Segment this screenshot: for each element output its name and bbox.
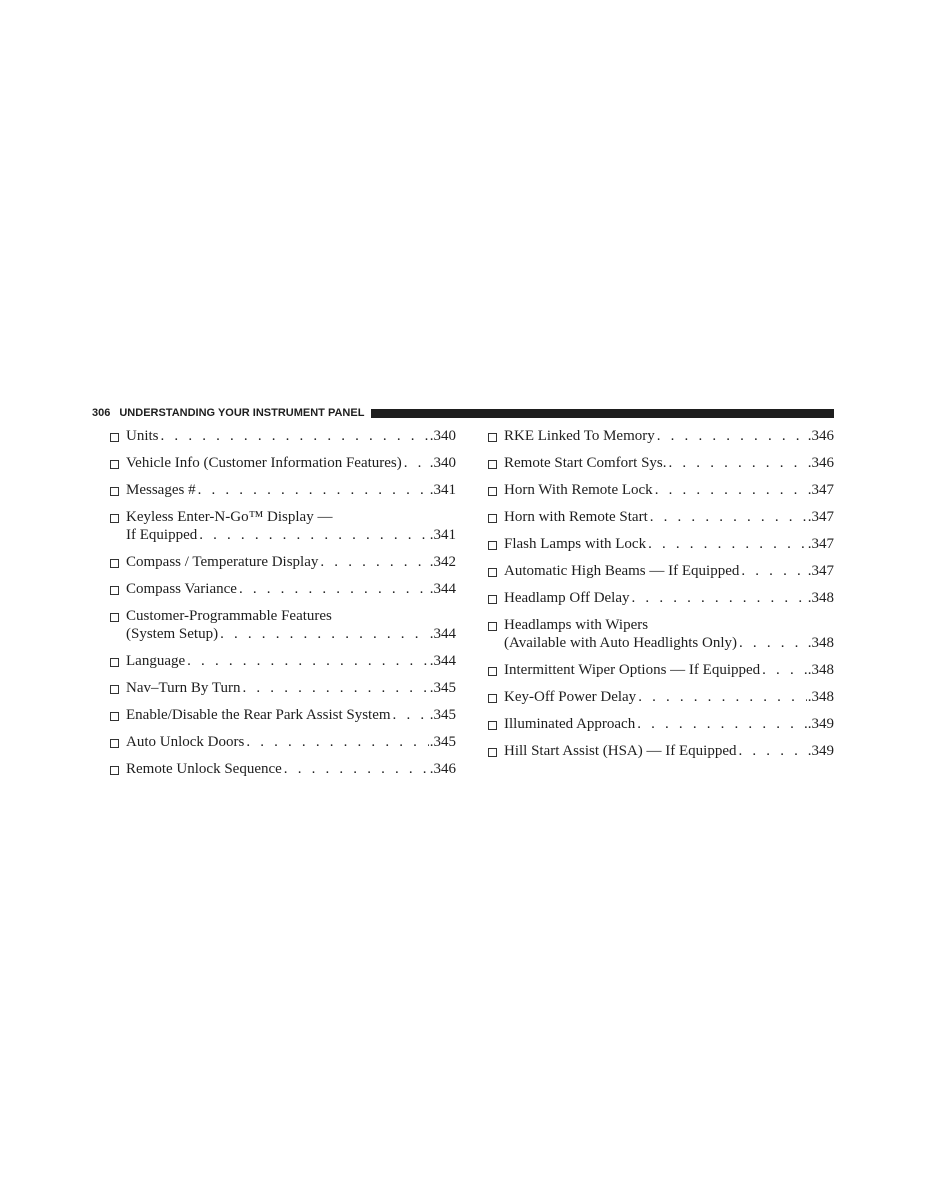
toc-entry-title-line: Customer-Programmable Features [126,608,332,624]
toc-entry-line [126,454,456,472]
toc-entry-line [126,706,456,724]
toc-entry-label: Compass / Temperature Display [126,554,319,570]
toc-entry-text [504,661,834,679]
toc-entry-label: Remote Unlock Sequence [126,761,282,777]
toc-entry[interactable] [110,481,456,499]
checkbox-square-icon [488,595,497,604]
toc-entry-line [126,679,456,697]
toc-entry-line [126,760,456,778]
toc-entry-page: .346 [807,455,834,471]
checkbox-square-icon [110,685,119,694]
dot-leader [237,580,429,598]
toc-right-column [488,427,834,769]
toc-entry[interactable] [110,454,456,472]
toc-entry-label: Units [126,428,159,444]
toc-entry-page: .347 [807,536,834,552]
toc-left-column [110,427,456,787]
toc-entry-line [126,526,456,544]
toc-entry-text [126,607,456,643]
toc-entry-page: .342 [429,554,456,570]
toc-entry-text [504,535,834,553]
dot-leader [244,733,428,751]
dot-leader [655,427,807,445]
toc-entry-page: .348 [807,662,834,678]
toc-entry-label: Key-Off Power Delay [504,689,637,705]
toc-entry-label: Remote Start Comfort Sys. [504,455,667,471]
checkbox-square-icon [110,460,119,469]
toc-entry-page: .347 [807,482,834,498]
toc-entry-label: Nav–Turn By Turn [126,680,241,696]
toc-entry-line [504,535,834,553]
toc-entry-page: .349 [807,743,834,759]
page-number: 306 [92,407,111,419]
toc-entry[interactable] [488,715,834,733]
toc-entry-label: If Equipped [126,527,198,543]
checkbox-square-icon [488,748,497,757]
checkbox-square-icon [488,433,497,442]
checkbox-square-icon [110,433,119,442]
dot-leader [159,427,429,445]
toc-entry[interactable] [488,481,834,499]
toc-entry-text [504,427,834,445]
toc-entry-text [504,715,834,733]
toc-entry-text [126,679,456,697]
toc-entry-text [126,580,456,598]
toc-entry-page: .344 [429,581,456,597]
toc-entry-page: .346 [807,428,834,444]
toc-entry-line [504,715,834,733]
dot-leader [218,625,429,643]
toc-entry-label: Headlamp Off Delay [504,590,630,606]
toc-entry-line [126,652,456,670]
dot-leader [391,706,429,724]
checkbox-square-icon [110,739,119,748]
toc-entry-line [504,688,834,706]
toc-entry-label: Flash Lamps with Lock [504,536,647,552]
toc-entry-label: Compass Variance [126,581,237,597]
toc-entry-line [504,481,834,499]
toc-entry-label: Auto Unlock Doors [126,734,245,750]
toc-entry-page: .348 [807,590,834,606]
toc-entry-text [126,652,456,670]
checkbox-square-icon [110,559,119,568]
toc-entry-page: .341 [429,527,456,543]
toc-entry-line [504,589,834,607]
dot-leader [241,679,429,697]
toc-entry-label: Language [126,653,186,669]
dot-leader [636,688,807,706]
toc-entry[interactable] [488,688,834,706]
toc-entry[interactable] [488,454,834,472]
toc-entry-label: RKE Linked To Memory [504,428,655,444]
toc-entry-text [504,688,834,706]
toc-entry-text [504,589,834,607]
toc-entry-page: .341 [429,482,456,498]
toc-entry-text [126,427,456,445]
toc-entry-page: .344 [429,626,456,642]
page-header [92,405,834,421]
toc-entry-page: .340 [429,455,456,471]
dot-leader [646,535,807,553]
toc-entry[interactable] [488,616,834,652]
toc-entry-text [126,706,456,724]
dot-leader [197,526,429,544]
checkbox-square-icon [110,712,119,721]
toc-entry-text [504,454,834,472]
toc-entry[interactable] [110,508,456,544]
toc-entry-label: Vehicle Info (Customer Information Features) [126,455,402,471]
toc-entry-label: Illuminated Approach [504,716,636,732]
toc-entry[interactable] [110,607,456,643]
toc-entry-line [126,733,456,751]
toc-entry-line [504,562,834,580]
dot-leader [737,634,807,652]
toc-entry-page: .347 [807,509,834,525]
toc-entry-line [126,625,456,643]
dot-leader [630,589,807,607]
dot-leader [737,742,807,760]
toc-entry-label: (System Setup) [126,626,219,642]
toc-entry-label: Horn With Remote Lock [504,482,653,498]
dot-leader [739,562,806,580]
toc-entry-line [126,553,456,571]
toc-entry-text [126,481,456,499]
toc-entry-text [126,508,456,544]
toc-entry[interactable] [110,652,456,670]
toc-entry-page: .345 [429,734,456,750]
section-title: UNDERSTANDING YOUR INSTRUMENT PANEL [119,407,365,419]
toc-entry[interactable] [488,742,834,760]
toc-entry[interactable] [488,661,834,679]
toc-entry-line [504,508,834,526]
checkbox-square-icon [488,460,497,469]
checkbox-square-icon [110,613,119,622]
toc-entry[interactable] [110,760,456,778]
toc-entry-page: .345 [429,680,456,696]
checkbox-square-icon [488,568,497,577]
toc-entry[interactable] [110,706,456,724]
toc-entry[interactable] [488,508,834,526]
toc-entry-text [126,454,456,472]
toc-entry-title-line: Headlamps with Wipers [504,617,649,633]
header-rule [371,409,834,418]
toc-entry-text [126,760,456,778]
checkbox-square-icon [488,514,497,523]
toc-entry[interactable] [488,589,834,607]
dot-leader [653,481,807,499]
toc-entry-label: Enable/Disable the Rear Park Assist System [126,707,391,723]
toc-entry-label: Messages # [126,482,196,498]
toc-entry[interactable] [488,427,834,445]
toc-entry-text [504,742,834,760]
dot-leader [635,715,807,733]
checkbox-square-icon [110,658,119,667]
toc-entry[interactable] [110,553,456,571]
toc-entry-label: (Available with Auto Headlights Only) [504,635,738,651]
toc-entry-text [126,553,456,571]
dot-leader [282,760,429,778]
toc-entry-page: .346 [429,761,456,777]
toc-entry-text [504,616,834,652]
toc-entry-text [504,481,834,499]
toc-entry[interactable] [110,679,456,697]
toc-entry[interactable] [488,562,834,580]
checkbox-square-icon [488,721,497,730]
dot-leader [648,508,807,526]
dot-leader [402,454,429,472]
toc-entry-line [504,634,834,652]
checkbox-square-icon [110,586,119,595]
toc-entry-label: Hill Start Assist (HSA) — If Equipped [504,743,737,759]
toc-entry-page: .344 [429,653,456,669]
toc-entry-text [504,562,834,580]
dot-leader [318,553,428,571]
checkbox-square-icon [110,487,119,496]
toc-entry-label: Horn with Remote Start [504,509,648,525]
checkbox-square-icon [110,514,119,523]
toc-entry-text [504,508,834,526]
toc-entry-page: .347 [807,563,834,579]
toc-entry-page: .348 [807,635,834,651]
dot-leader [760,661,807,679]
toc-entry-text [126,733,456,751]
toc-entry-line [126,580,456,598]
toc-entry-line [504,661,834,679]
dot-leader [185,652,429,670]
toc-entry-page: .340 [429,428,456,444]
checkbox-square-icon [488,487,497,496]
dot-leader [196,481,429,499]
toc-entry-line [126,481,456,499]
checkbox-square-icon [488,541,497,550]
toc-entry[interactable] [488,535,834,553]
toc-entry-label: Automatic High Beams — If Equipped [504,563,740,579]
toc-entry-page: .348 [807,689,834,705]
checkbox-square-icon [488,622,497,631]
toc-entry-page: .345 [429,707,456,723]
toc-entry[interactable] [110,580,456,598]
toc-entry-line [504,742,834,760]
toc-entry[interactable] [110,733,456,751]
toc-entry-line [504,454,834,472]
toc-entry-page: .349 [807,716,834,732]
toc-entry-title-line: Keyless Enter-N-Go™ Display — [126,509,333,525]
toc-entry-line [504,427,834,445]
checkbox-square-icon [110,766,119,775]
toc-entry-line [126,427,456,445]
toc-entry[interactable] [110,427,456,445]
dot-leader [667,454,807,472]
toc-entry-label: Intermittent Wiper Options — If Equipped [504,662,761,678]
checkbox-square-icon [488,694,497,703]
checkbox-square-icon [488,667,497,676]
